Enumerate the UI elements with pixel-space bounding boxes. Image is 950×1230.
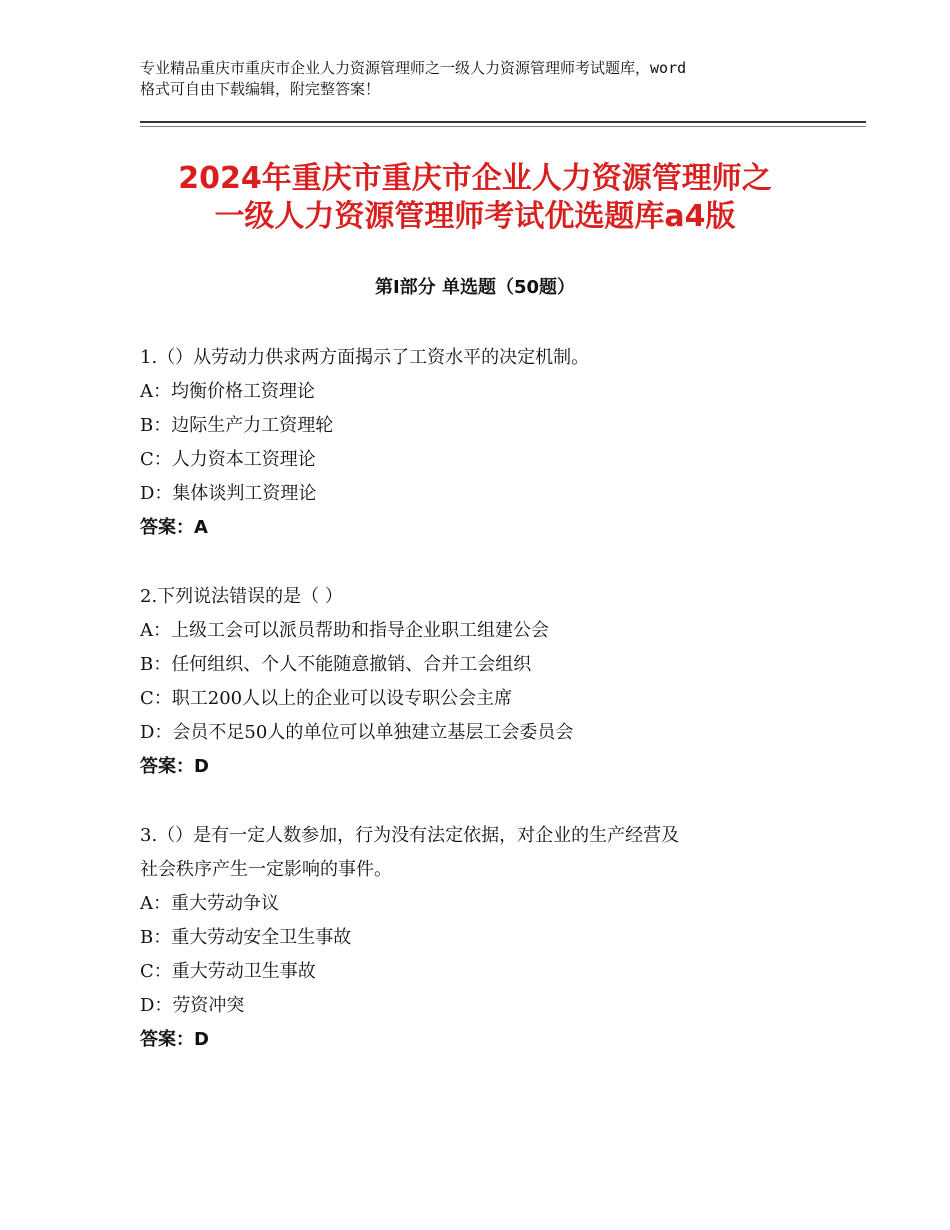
section-heading: 第Ⅰ部分 单选题（50题） xyxy=(374,277,575,298)
question-3 xyxy=(140,819,820,1057)
question-stem-line-1: 3.（）是有一定人数参加，行为没有法定依据，对企业的生产经营及 xyxy=(140,825,680,846)
answer-line: 答案：A xyxy=(140,517,208,538)
header-rule-thin xyxy=(140,126,866,127)
option-c: C：职工200人以上的企业可以设专职公会主席 xyxy=(140,688,513,709)
header-note-line-2: 格式可自由下载编辑，附完整答案！ xyxy=(140,80,381,98)
question-2 xyxy=(140,580,820,784)
answer-line: 答案：D xyxy=(140,1029,209,1050)
question-stem: 2.下列说法错误的是（ ） xyxy=(140,586,343,607)
question-stem-line-2: 社会秩序产生一定影响的事件。 xyxy=(140,859,392,880)
document-title-line-1: 2024年重庆市重庆市企业人力资源管理师之 xyxy=(178,161,772,196)
option-c: C：重大劳动卫生事故 xyxy=(140,961,316,982)
option-c: C：人力资本工资理论 xyxy=(140,449,316,470)
header-note xyxy=(140,58,840,100)
option-d: D：劳资冲突 xyxy=(140,995,245,1016)
document-title-line-2: 一级人力资源管理师考试优选题库a4版 xyxy=(214,199,736,234)
option-b: B：任何组织、个人不能随意撤销、合并工会组织 xyxy=(140,654,532,675)
option-d: D：集体谈判工资理论 xyxy=(140,483,317,504)
option-b: B：边际生产力工资理轮 xyxy=(140,415,334,436)
answer-line: 答案：D xyxy=(140,756,209,777)
header-note-line-1: 专业精品重庆市重庆市企业人力资源管理师之一级人力资源管理师考试题库，word xyxy=(140,59,687,77)
option-b: B：重大劳动安全卫生事故 xyxy=(140,927,352,948)
header-rule-thick xyxy=(140,121,866,123)
question-1 xyxy=(140,341,820,545)
option-a: A：重大劳动争议 xyxy=(140,893,279,914)
option-a: A：上级工会可以派员帮助和指导企业职工组建公会 xyxy=(140,620,549,641)
question-stem: 1.（）从劳动力供求两方面揭示了工资水平的决定机制。 xyxy=(140,347,590,368)
option-d: D：会员不足50人的单位可以单独建立基层工会委员会 xyxy=(140,722,574,743)
option-a: A：均衡价格工资理论 xyxy=(140,381,315,402)
document-title xyxy=(100,160,850,236)
